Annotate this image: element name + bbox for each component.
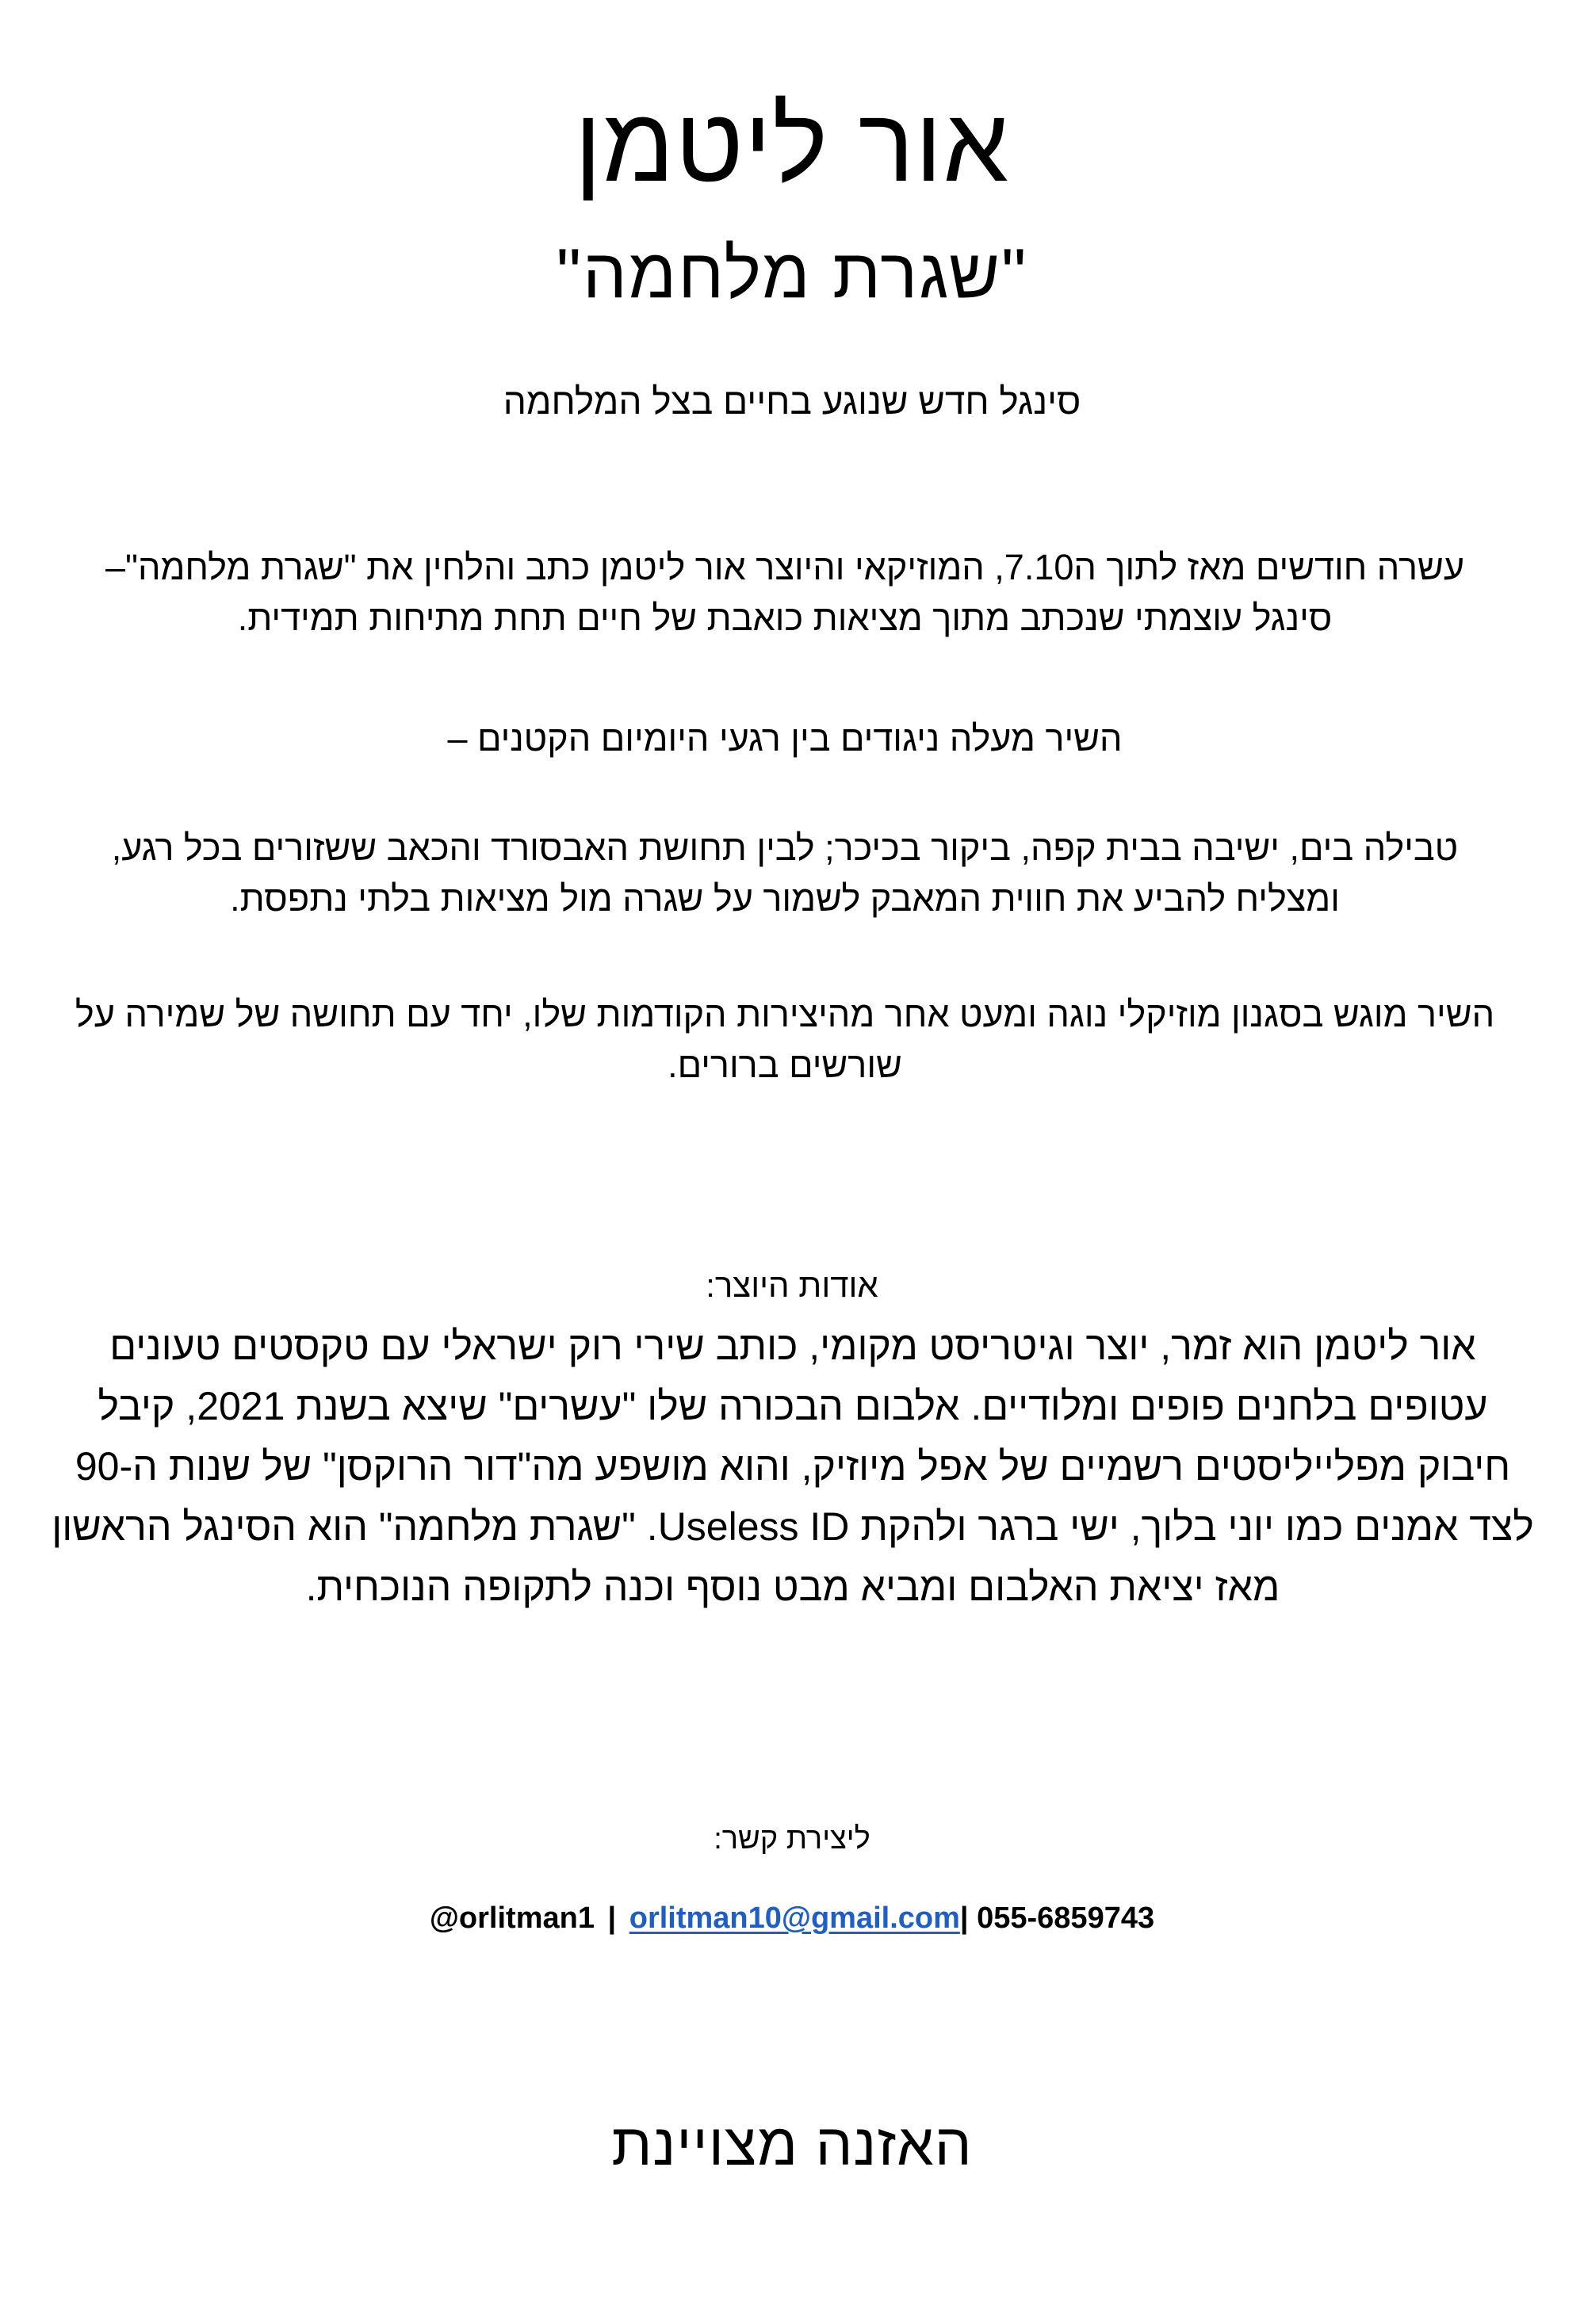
body-paragraph: השיר מוגש בסגנון מוזיקלי נוגה ומעט אחר מהיצירות הקודמות שלו, יחד עם תחושה של שמירה על שורשים ברורים. <box>75 994 1495 1085</box>
about-paragraph: אור ליטמן הוא זמר, יוצר וגיטריסט מקומי, כותב שירי רוק ישראלי עם טקסטים טעונים עטופים בלחנים פופים ומלודיים. אלבום הבכורה שלו "עשרים" שיצא בשנת 2021, קיבל חיבוק מפלייליסטים רשמיים של אפל מיוזיק, והוא מושפע מה"דור הרוקסן" של שנות ה-90 לצד אמנים כמו יוני בלוך, ישי ברגר ולהקת Useless ID. "שגרת מלחמה" הוא הסינגל הראשון מאז יציאת האלבום ומביא מבט נוסף וכנה לתקופה הנוכחית. <box>52 1324 1534 1609</box>
song-title: "שגרת מלחמה" <box>556 234 1028 312</box>
social-handle: @orlitman1 <box>429 1902 595 1935</box>
artist-name: אור ליטמן <box>574 86 1010 203</box>
contact-heading: ליצירת קשר: <box>714 1822 870 1856</box>
separator: | <box>607 1902 617 1935</box>
separator: | <box>959 1902 969 1935</box>
phone-number: 055-6859743 <box>977 1902 1155 1935</box>
body-paragraph: טבילה בים, ישיבה בבית קפה, ביקור בכיכר; לבין תחושת האבסורד והכאב ששזורים בכל רגע, ומצליח להביע את חווית המאבק לשמור על שגרה מול מציאות בלתי נתפסת. <box>111 828 1459 919</box>
about-heading: אודות היוצר: <box>706 1267 878 1304</box>
contact-details <box>0 1896 1584 1940</box>
closing-line: האזנה מצויינת <box>611 2112 973 2177</box>
subtitle: סינגל חדש שנוגע בחיים בצל המלחמה <box>503 380 1081 422</box>
email-link[interactable]: orlitman10@gmail.com <box>629 1902 960 1935</box>
body-paragraph: עשרה חודשים מאז לתוך ה7.10, המוזיקאי והיוצר אור ליטמן כתב והלחין את "שגרת מלחמה"– סינגל עוצמתי שנכתב מתוך מציאות כואבת של חיים תחת מתיחות תמידית. <box>105 547 1465 638</box>
body-paragraph: השיר מעלה ניגודים בין רגעי היומיום הקטנים – <box>447 718 1123 759</box>
